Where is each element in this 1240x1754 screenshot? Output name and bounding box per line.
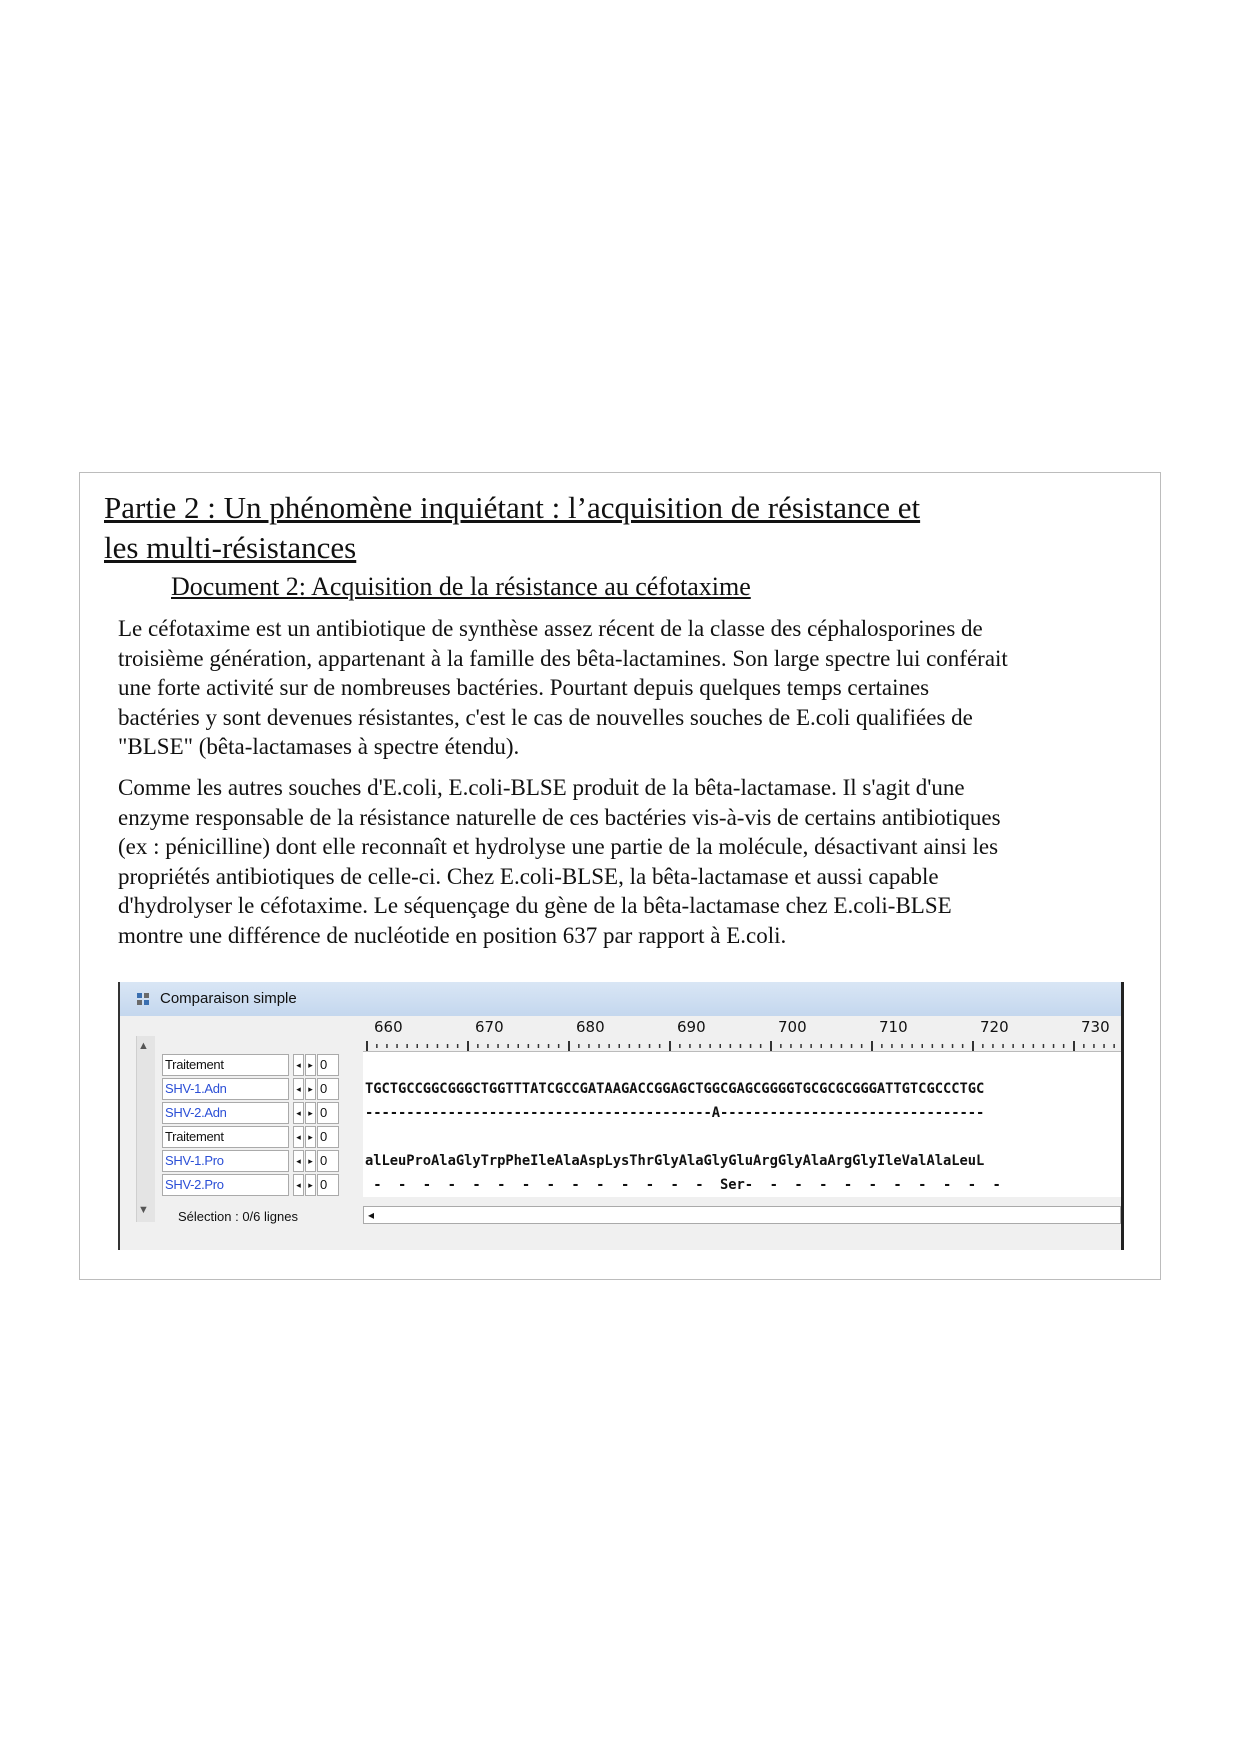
- part-heading-line1: Partie 2 : Un phénomène inquiétant : l’acquisition de résistance et: [104, 490, 921, 525]
- ruler-minor-tick: [558, 1044, 560, 1048]
- paragraph-1: [118, 614, 1148, 762]
- arrow-left-icon[interactable]: ◂: [293, 1150, 304, 1172]
- arrow-right-icon[interactable]: ▸: [305, 1102, 316, 1124]
- ruler-minor-tick: [417, 1044, 419, 1048]
- ruler-minor-tick: [619, 1044, 621, 1048]
- window-left-border: [118, 982, 120, 1250]
- paragraph-2-line: propriétés antibiotiques de celle-ci. Chez E.coli-BLSE, la bêta-lactamase et aussi capable: [118, 863, 939, 889]
- ruler-minor-tick: [841, 1044, 843, 1048]
- ruler-minor-tick: [588, 1044, 590, 1048]
- window-titlebar[interactable]: [120, 982, 1121, 1016]
- ruler-number: 690: [677, 1018, 706, 1036]
- ruler-minor-tick: [1083, 1044, 1085, 1048]
- ruler-major-tick: [972, 1041, 974, 1051]
- row-label[interactable]: Traitement: [162, 1054, 289, 1076]
- shv1-protein-sequence: alLeuProAlaGlyTrpPheIleAlaAspLysThrGlyAlaGlyGluArgGlyAlaArgGlyIleValAlaLeuL: [365, 1153, 985, 1169]
- ruler-major-tick: [669, 1041, 671, 1051]
- part-heading-line2: les multi-résistances: [104, 530, 357, 565]
- ruler-minor-tick: [447, 1044, 449, 1048]
- ruler-minor-tick: [901, 1044, 903, 1048]
- row-offset: 0: [317, 1174, 339, 1196]
- ruler-major-tick: [366, 1041, 368, 1051]
- ruler-minor-tick: [740, 1044, 742, 1048]
- ruler-minor-tick: [942, 1044, 944, 1048]
- ruler-minor-tick: [709, 1044, 711, 1048]
- paragraph-2-line: Comme les autres souches d'E.coli, E.coli-BLSE produit de la bêta-lactamase. Il s'agit d'une: [118, 775, 965, 800]
- ruler-minor-tick: [1113, 1044, 1115, 1048]
- row-label[interactable]: SHV-1.Adn: [162, 1078, 289, 1100]
- ruler-minor-tick: [1103, 1044, 1105, 1048]
- document-title: Document 2: Acquisition de la résistance au céfotaxime: [171, 572, 751, 601]
- ruler-minor-tick: [528, 1044, 530, 1048]
- ruler-minor-tick: [881, 1044, 883, 1048]
- paragraph-2-line: enzyme responsable de la résistance naturelle de ces bactéries vis-à-vis de certains antibiotiques: [118, 804, 1001, 830]
- app-icon: [136, 992, 150, 1006]
- shv2-protein-sequence: - - - - - - - - - - - - - - Ser- - - - - - - - - - -: [365, 1177, 1001, 1193]
- row-offset: 0: [317, 1126, 339, 1148]
- row-offset: 0: [317, 1150, 339, 1172]
- arrow-left-icon[interactable]: ◂: [293, 1078, 304, 1100]
- ruler-minor-tick: [457, 1044, 459, 1048]
- window-right-border: [1121, 982, 1124, 1250]
- ruler-minor-tick: [1012, 1044, 1014, 1048]
- ruler-minor-tick: [629, 1044, 631, 1048]
- row-label[interactable]: SHV-2.Pro: [162, 1174, 289, 1196]
- shv2-dna-sequence: ------------------------------------------A--------------------------------: [365, 1105, 985, 1121]
- selection-status: Sélection : 0/6 lignes: [178, 1209, 298, 1224]
- ruler-minor-tick: [1093, 1044, 1095, 1048]
- ruler-major-tick: [568, 1041, 570, 1051]
- ruler-minor-tick: [1002, 1044, 1004, 1048]
- arrow-right-icon[interactable]: ▸: [305, 1126, 316, 1148]
- paragraph-1-line: une forte activité sur de nombreuses bactéries. Pourtant depuis quelques temps certaines: [118, 675, 930, 700]
- ruler-minor-tick: [649, 1044, 651, 1048]
- ruler-number: 710: [879, 1018, 908, 1036]
- ruler-major-tick: [467, 1041, 469, 1051]
- ruler-minor-tick: [538, 1044, 540, 1048]
- ruler-minor-tick: [831, 1044, 833, 1048]
- arrow-right-icon[interactable]: ▸: [305, 1078, 316, 1100]
- scroll-left-icon[interactable]: ◂: [368, 1208, 375, 1222]
- arrow-right-icon[interactable]: ▸: [305, 1150, 316, 1172]
- ruler-minor-tick: [376, 1044, 378, 1048]
- ruler-major-tick: [1073, 1041, 1075, 1051]
- window-title: Comparaison simple: [160, 990, 297, 1007]
- ruler-minor-tick: [487, 1044, 489, 1048]
- ruler-number: 700: [778, 1018, 807, 1036]
- part-heading: [104, 488, 920, 568]
- ruler-minor-tick: [437, 1044, 439, 1048]
- ruler-minor-tick: [689, 1044, 691, 1048]
- ruler-minor-tick: [659, 1044, 661, 1048]
- paragraph-2-line: (ex : pénicilline) dont elle reconnaît et hydrolyse une partie de la molécule, désactivant ainsi les: [118, 834, 999, 859]
- horizontal-scrollbar[interactable]: [363, 1206, 1121, 1224]
- row-label[interactable]: Traitement: [162, 1126, 289, 1148]
- ruler-minor-tick: [679, 1044, 681, 1048]
- ruler-minor-tick: [911, 1044, 913, 1048]
- row-offset: 0: [317, 1102, 339, 1124]
- arrow-left-icon[interactable]: ◂: [293, 1126, 304, 1148]
- scroll-down-icon[interactable]: ▼: [138, 1204, 149, 1216]
- comparison-window: [118, 982, 1124, 1250]
- vertical-scrollbar[interactable]: [136, 1036, 155, 1222]
- arrow-right-icon[interactable]: ▸: [305, 1174, 316, 1196]
- arrow-left-icon[interactable]: ◂: [293, 1174, 304, 1196]
- ruler-minor-tick: [639, 1044, 641, 1048]
- ruler-minor-tick: [1033, 1044, 1035, 1048]
- paragraph-1-line: Le céfotaxime est un antibiotique de synthèse assez récent de la classe des céphalosporines de: [118, 616, 983, 641]
- ruler-minor-tick: [861, 1044, 863, 1048]
- ruler-minor-tick: [891, 1044, 893, 1048]
- ruler-minor-tick: [800, 1044, 802, 1048]
- arrow-right-icon[interactable]: ▸: [305, 1054, 316, 1076]
- ruler-minor-tick: [497, 1044, 499, 1048]
- paragraph-2: [118, 773, 1148, 950]
- shv1-dna-sequence: TGCTGCCGGCGGGCTGGTTTATCGCCGATAAGACCGGAGCTGGCGAGCGGGGTGCGCGCGGGATTGTCGCCCTGC: [365, 1081, 985, 1097]
- ruler-number: 730: [1081, 1018, 1110, 1036]
- ruler-minor-tick: [1023, 1044, 1025, 1048]
- ruler-minor-tick: [922, 1044, 924, 1048]
- paragraph-2-line: montre une différence de nucléotide en position 637 par rapport à E.coli.: [118, 922, 787, 948]
- ruler-minor-tick: [790, 1044, 792, 1048]
- ruler-minor-tick: [1063, 1044, 1065, 1048]
- ruler-minor-tick: [578, 1044, 580, 1048]
- row-offset: 0: [317, 1078, 339, 1100]
- position-ruler: [365, 1041, 1121, 1051]
- ruler-minor-tick: [1043, 1044, 1045, 1048]
- ruler-minor-tick: [507, 1044, 509, 1048]
- ruler-minor-tick: [730, 1044, 732, 1048]
- row-offset: 0: [317, 1054, 339, 1076]
- paragraph-2-line: d'hydrolyser le céfotaxime. Le séquençage du gène de la bêta-lactamase chez E.coli-BLSE: [118, 893, 952, 918]
- ruler-minor-tick: [406, 1044, 408, 1048]
- ruler-number: 720: [980, 1018, 1009, 1036]
- ruler-major-tick: [770, 1041, 772, 1051]
- ruler-minor-tick: [992, 1044, 994, 1048]
- paragraph-1-line: troisième génération, appartenant à la famille des bêta-lactamines. Son large spectre lui conférait: [118, 645, 1008, 671]
- ruler-minor-tick: [750, 1044, 752, 1048]
- ruler-number: 660: [374, 1018, 403, 1036]
- ruler-major-tick: [871, 1041, 873, 1051]
- ruler-minor-tick: [396, 1044, 398, 1048]
- ruler-number: 680: [576, 1018, 605, 1036]
- ruler-minor-tick: [821, 1044, 823, 1048]
- ruler-minor-tick: [932, 1044, 934, 1048]
- paragraph-1-line: bactéries y sont devenues résistantes, c'est le cas de nouvelles souches de E.coli qualifiées de: [118, 704, 973, 730]
- ruler-minor-tick: [780, 1044, 782, 1048]
- ruler-minor-tick: [427, 1044, 429, 1048]
- ruler-minor-tick: [1053, 1044, 1055, 1048]
- ruler-minor-tick: [608, 1044, 610, 1048]
- ruler-minor-tick: [598, 1044, 600, 1048]
- paragraph-1-line: "BLSE" (bêta-lactamases à spectre étendu).: [118, 734, 520, 759]
- row-label[interactable]: SHV-1.Pro: [162, 1150, 289, 1172]
- ruler-number: 670: [475, 1018, 504, 1036]
- ruler-minor-tick: [548, 1044, 550, 1048]
- ruler-minor-tick: [982, 1044, 984, 1048]
- row-label[interactable]: SHV-2.Adn: [162, 1102, 289, 1124]
- arrow-left-icon[interactable]: ◂: [293, 1054, 304, 1076]
- ruler-minor-tick: [699, 1044, 701, 1048]
- arrow-left-icon[interactable]: ◂: [293, 1102, 304, 1124]
- ruler-minor-tick: [952, 1044, 954, 1048]
- scroll-up-icon[interactable]: ▲: [138, 1040, 149, 1052]
- ruler-minor-tick: [962, 1044, 964, 1048]
- ruler-minor-tick: [386, 1044, 388, 1048]
- ruler-minor-tick: [518, 1044, 520, 1048]
- ruler-minor-tick: [477, 1044, 479, 1048]
- ruler-minor-tick: [760, 1044, 762, 1048]
- ruler-minor-tick: [851, 1044, 853, 1048]
- ruler-minor-tick: [810, 1044, 812, 1048]
- ruler-minor-tick: [720, 1044, 722, 1048]
